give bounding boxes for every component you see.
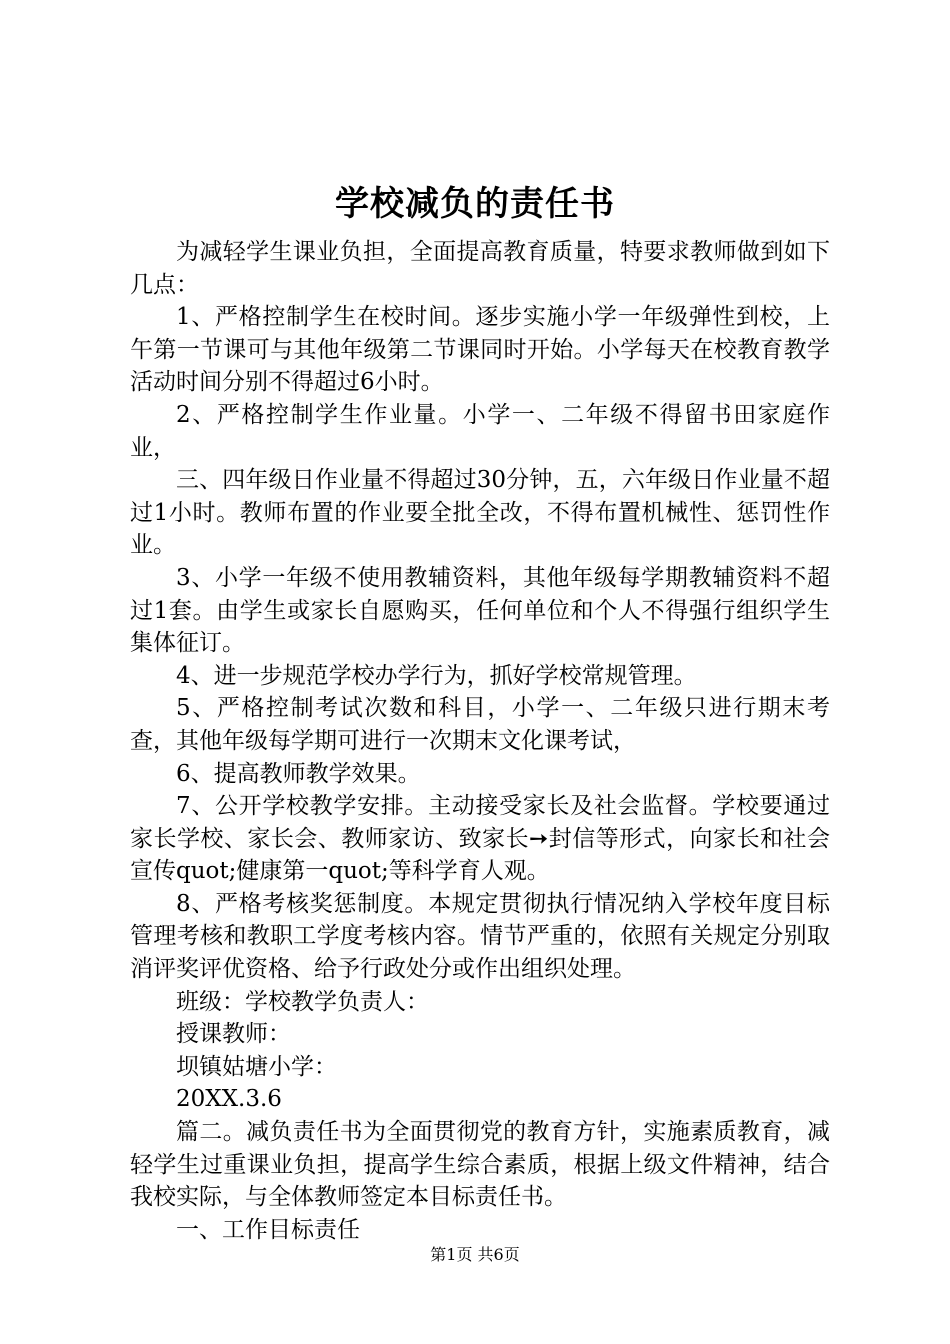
paragraph-item-3: 3、小学一年级不使用教辅资料，其他年级每学期教辅资料不超过1套。由学生或家长自愿购买，任何单位和个人不得强行组织学生集体征订。 xyxy=(130,564,830,657)
page-footer: 第1页 共6页 xyxy=(430,1245,520,1264)
section-heading: 一、工作目标责任 xyxy=(176,1216,360,1243)
signature-date: 20XX.3.6 xyxy=(176,1086,282,1113)
signature-school-line: 坝镇姑塘小学： xyxy=(176,1053,337,1080)
signature-teacher-line: 授课教师： xyxy=(176,1021,291,1048)
paragraph-item-1: 1、严格控制学生在校时间。逐步实施小学一年级弹性到校，上午第一节课可与其他年级第二节课同时开始。小学每天在校教育教学活动时间分别不得超过6小时。 xyxy=(130,304,830,396)
paragraph-item-8: 8、严格考核奖惩制度。本规定贯彻执行情况纳入学校年度目标管理考核和教职工学度考核内容。情节严重的，依照有关规定分别取消评奖评优资格、给予行政处分或作出组织处理。 xyxy=(130,890,830,983)
paragraph-item-2-continued: 三、四年级日作业量不得超过30分钟，五，六年级日作业量不超过1小时。教师布置的作业要全批全改，不得布置机械性、惩罚性作业。 xyxy=(130,467,830,559)
paragraph-item-5: 5、严格控制考试次数和科目，小学一、二年级只进行期末考查，其他年级每学期可进行一次期末文化课考试， xyxy=(130,695,830,754)
paragraph-item-4: 4、进一步规范学校办学行为，抓好学校常规管理。 xyxy=(176,662,697,689)
paragraph-item-6: 6、提高教师教学效果。 xyxy=(176,760,421,787)
paragraph-part-two: 篇二。减负责任书为全面贯彻党的教育方针，实施素质教育，减轻学生过重课业负担，提高学生综合素质，根据上级文件精神，结合我校实际，与全体教师签定本目标责任书。 xyxy=(130,1119,830,1211)
document-title: 学校减负的责任书 xyxy=(335,184,615,224)
paragraph-item-2: 2、严格控制学生作业量。小学一、二年级不得留书田家庭作业， xyxy=(130,401,830,461)
document-body xyxy=(130,236,830,1246)
paragraph-intro: 为减轻学生课业负担，全面提高教育质量，特要求教师做到如下几点： xyxy=(130,239,830,298)
paragraph-item-7: 7、公开学校教学安排。主动接受家长及社会监督。学校要通过家长学校、家长会、教师家访、致家长➙封信等形式，向家长和社会宣传quot;健康第一quot;等科学育人观。 xyxy=(130,793,830,885)
signature-class-line: 班级：学校教学负责人： xyxy=(176,988,429,1015)
